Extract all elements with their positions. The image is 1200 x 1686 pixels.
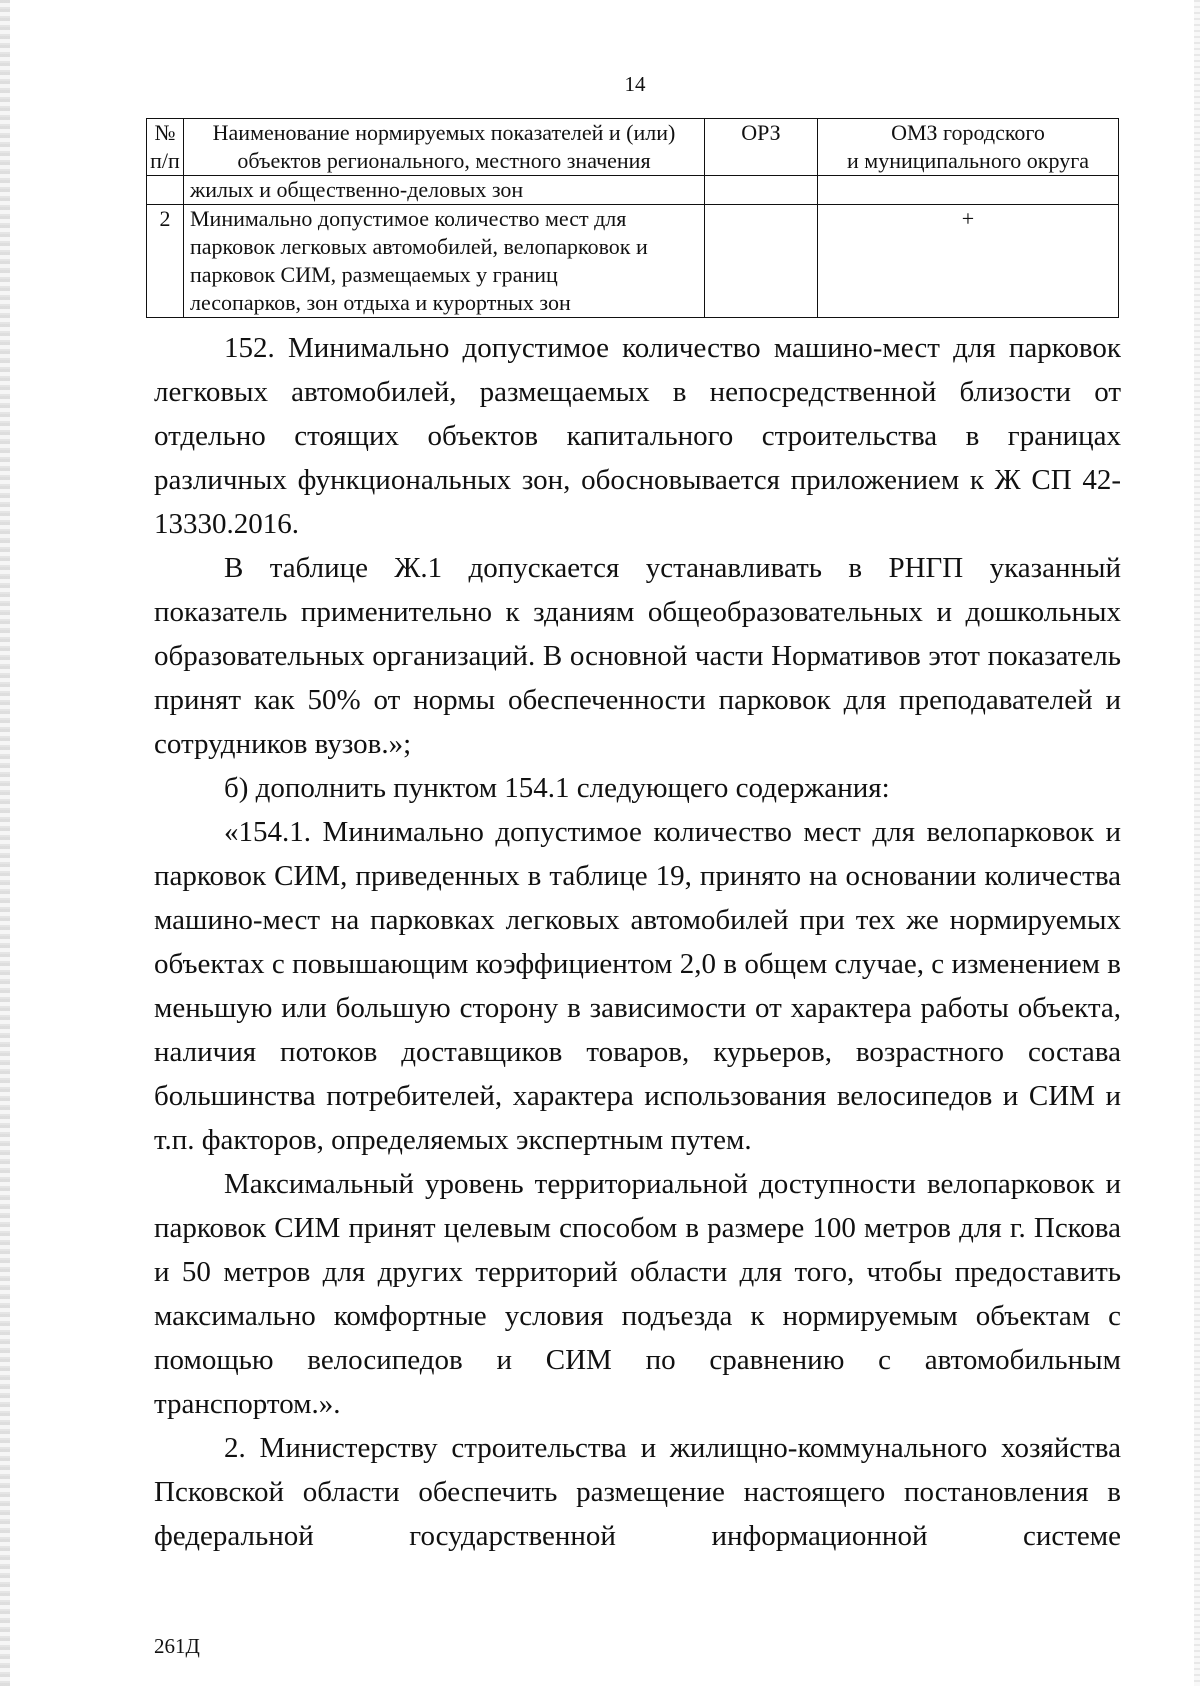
- row-name-line: Минимально допустимое количество мест для: [190, 206, 627, 231]
- header-name: [184, 119, 705, 176]
- row-name-line: парковок СИМ, размещаемых у границ: [190, 262, 558, 287]
- scan-edge-left: [0, 0, 10, 1686]
- footer-code: 261Д: [154, 1634, 200, 1658]
- row-omz: +: [818, 205, 1119, 318]
- table-header-row: [147, 119, 1119, 176]
- header-num-line: №: [154, 120, 176, 145]
- header-omz-line: ОМЗ городского: [891, 120, 1045, 145]
- row-num: [147, 176, 184, 205]
- row-orz: [705, 176, 818, 205]
- paragraph-amendment-b: б) дополнить пунктом 154.1 следующего содержания:: [224, 772, 890, 804]
- header-orz: ОРЗ: [705, 119, 818, 176]
- row-orz: [705, 205, 818, 318]
- table-row: [147, 176, 1119, 205]
- paragraph-table-zh1: В таблице Ж.1 допускается устанавливать в РНГП указанный показатель применительно к зданиям общеобразовательных и дошкольных образовательных организаций. В основной части Нормативов этот показатель принят как 50% от нормы обеспеченности парковок для преподавателей и сотрудников вузов.»;: [154, 552, 1121, 760]
- header-omz-line: и муниципального округа: [847, 148, 1089, 173]
- row-name-line: жилых и общественно-деловых зон: [190, 177, 524, 202]
- header-num: [147, 119, 184, 176]
- header-name-line: Наименование нормируемых показателей и (или): [212, 120, 676, 145]
- paragraph-max-accessibility: Максимальный уровень территориальной доступности велопарковок и парковок СИМ принят целевым способом в размере 100 метров для г. Пскова и 50 метров для других территорий области для того, чтобы предоставить максимально комфортные условия подъезда к нормируемым объектам с помощью велосипедов и СИМ по сравнению с автомобильным транспортом.».: [154, 1168, 1121, 1420]
- row-name: [184, 176, 705, 205]
- header-num-line: п/п: [150, 148, 180, 173]
- table-row: [147, 205, 1119, 318]
- scan-edge-right: [1194, 0, 1200, 1686]
- header-omz: [818, 119, 1119, 176]
- row-omz: [818, 176, 1119, 205]
- header-name-line: объектов регионального, местного значения: [237, 148, 651, 173]
- paragraph-2-ministry: 2. Министерству строительства и жилищно-коммунального хозяйства Псковской области обеспечить размещение настоящего постановления в федеральной государственной информационной системе: [154, 1432, 1121, 1552]
- paragraph-152: 152. Минимально допустимое количество машино-мест для парковок легковых автомобилей, размещаемых в непосредственной близости от отдельно стоящих объектов капитального строительства в границах различных функциональных зон, обосновывается приложением к Ж СП 42-13330.2016.: [154, 332, 1121, 540]
- row-name-line: лесопарков, зон отдыха и курортных зон: [190, 290, 571, 315]
- row-name: [184, 205, 705, 318]
- row-name-line: парковок легковых автомобилей, велопарковок и: [190, 234, 648, 259]
- norms-table: [146, 118, 1119, 318]
- row-num: 2: [147, 205, 184, 318]
- paragraph-154-1: «154.1. Минимально допустимое количество мест для велопарковок и парковок СИМ, приведенных в таблице 19, принято на основании количества машино-мест на парковках легковых автомобилей при тех же нормируемых объектах с повышающим коэффициентом 2,0 в общем случае, с изменением в меньшую или большую сторону в зависимости от характера работы объекта, наличия потоков доставщиков товаров, курьеров, возрастного состава большинства потребителей, характера использования велосипедов и СИМ и т.п. факторов, определяемых экспертным путем.: [154, 816, 1121, 1156]
- body-text: [154, 326, 1121, 1558]
- page-number: 14: [624, 72, 646, 96]
